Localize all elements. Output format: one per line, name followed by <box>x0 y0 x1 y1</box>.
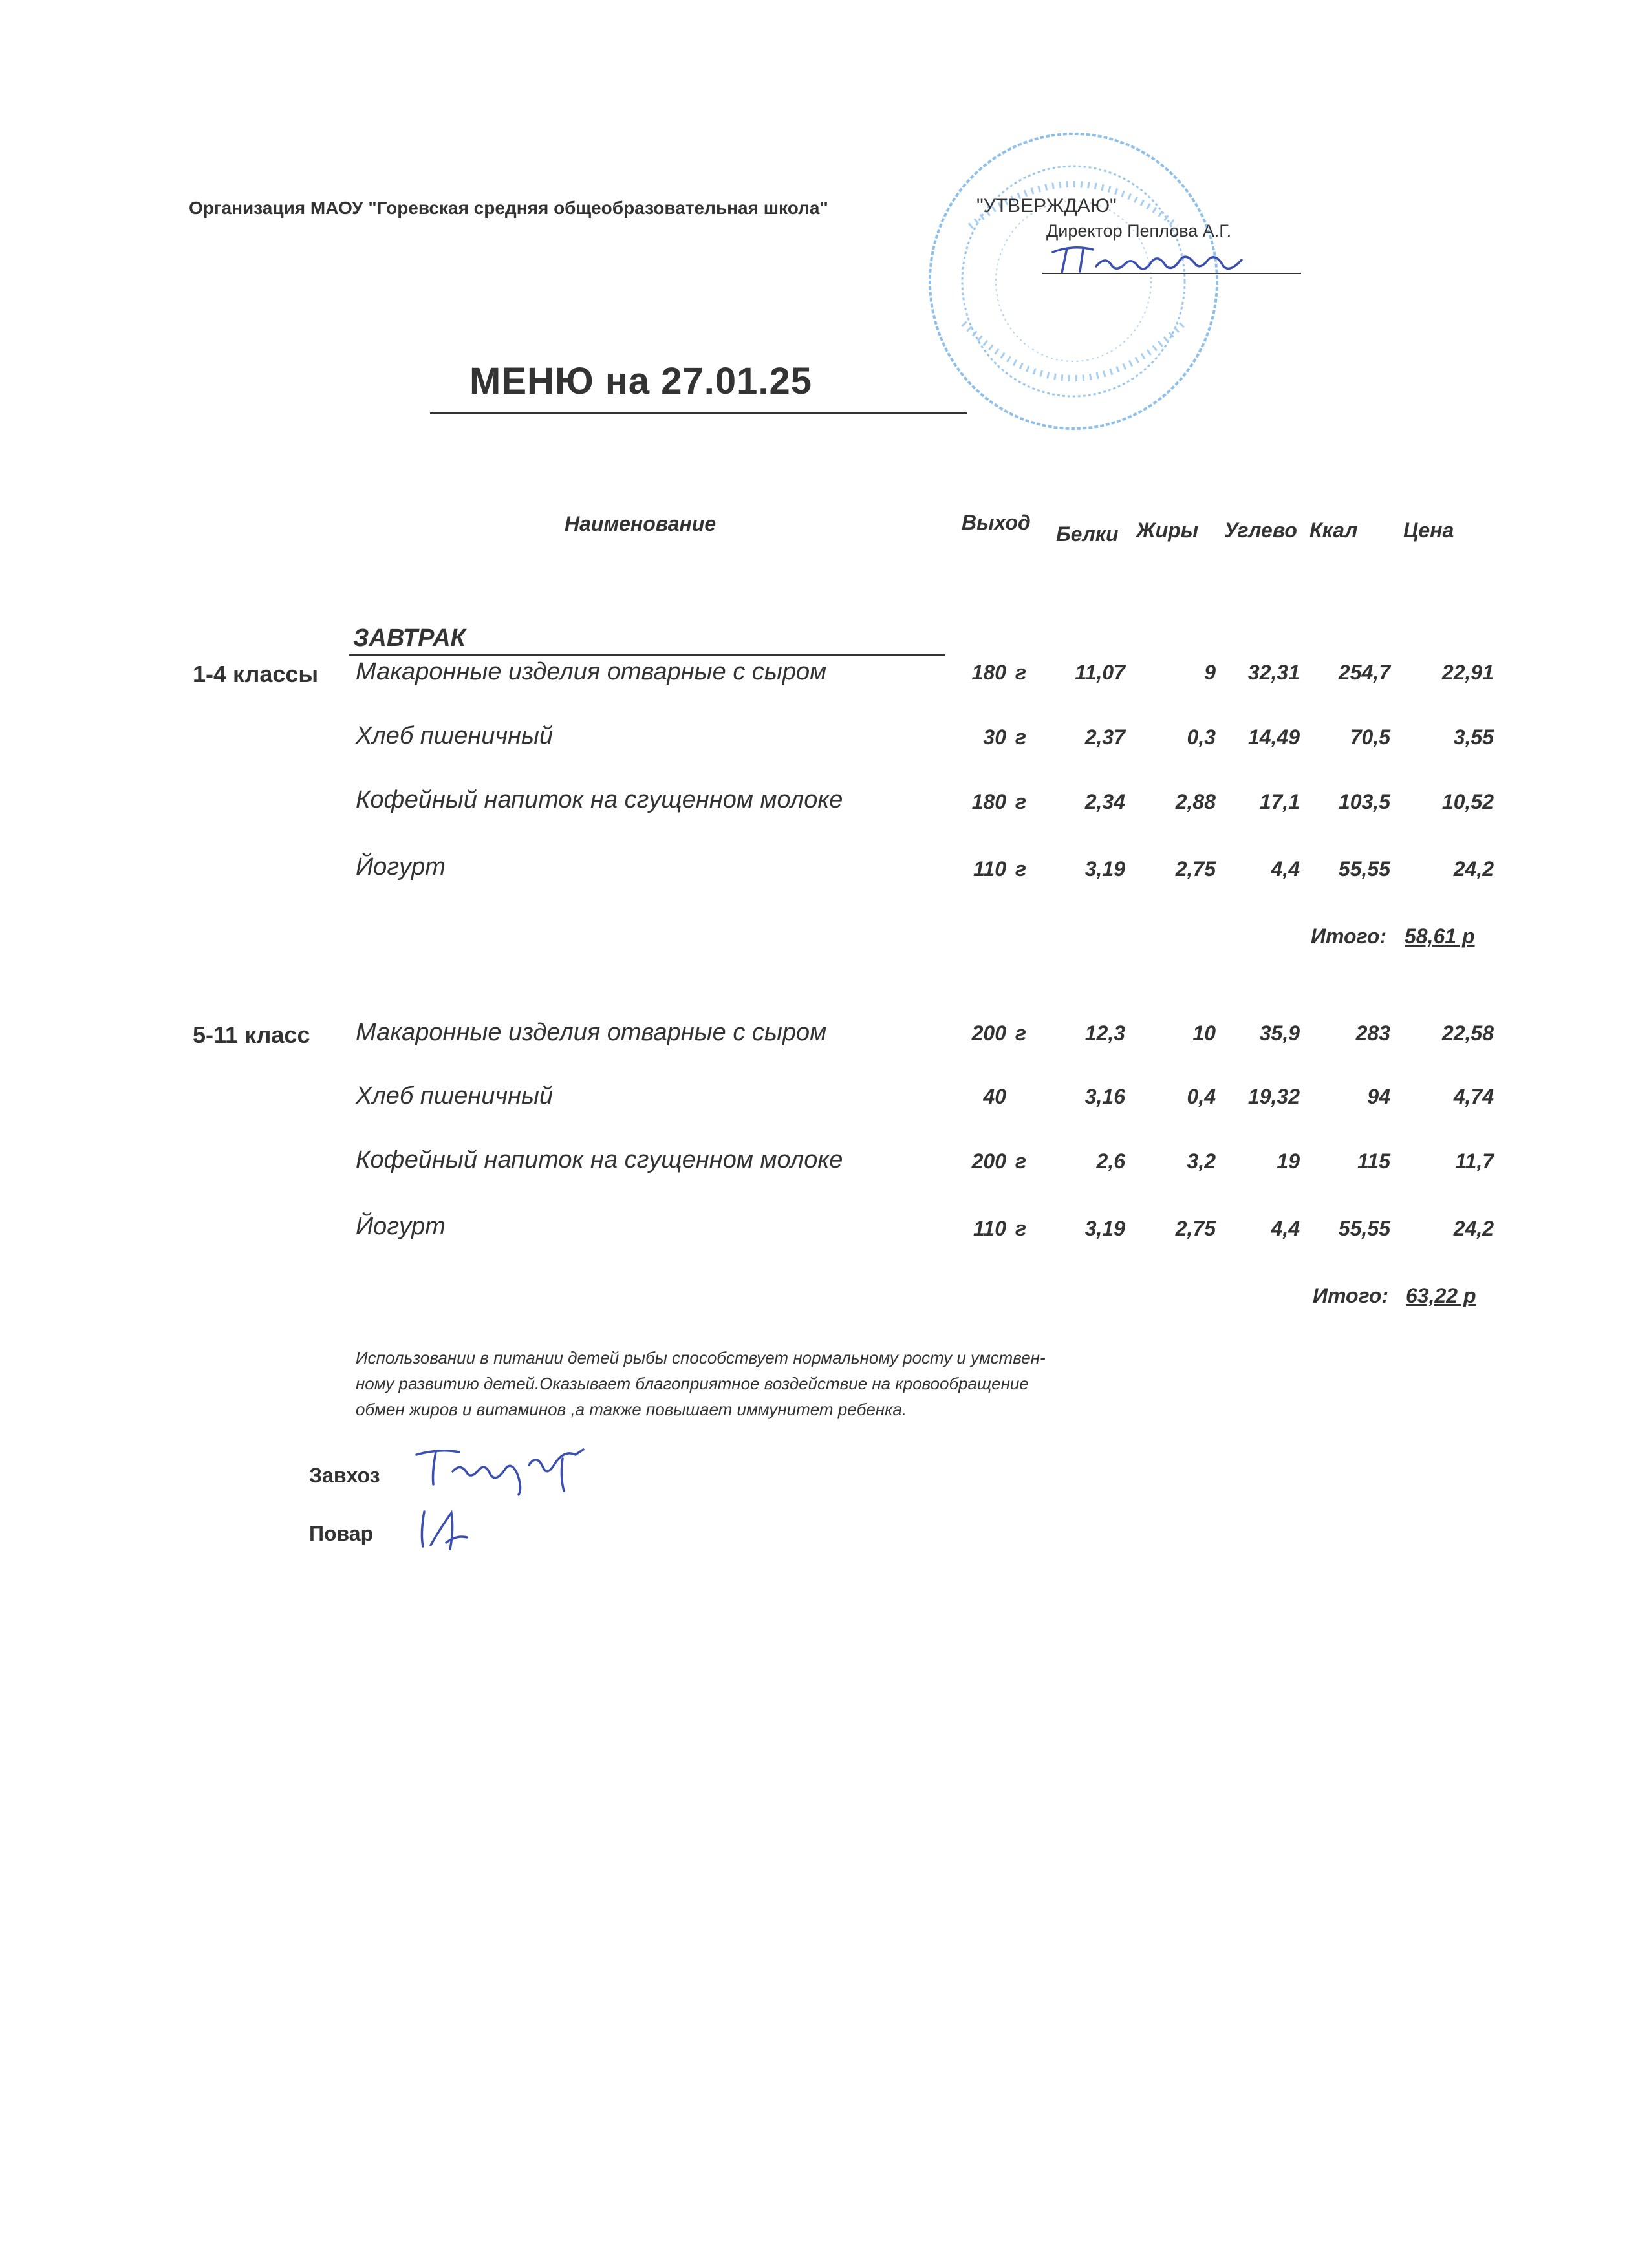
dish-name: Хлеб пшеничный <box>356 722 554 749</box>
yield-value: 110 <box>973 857 1006 881</box>
col-carbs-header: Углево <box>1224 519 1297 542</box>
dish-name: Макаронные изделия отварные с сыром <box>356 658 827 685</box>
price-value: 10,52 <box>1441 790 1494 813</box>
dish-name: Кофейный напиток на сгущенном молоке <box>356 1146 843 1173</box>
kcal-value: 283 <box>1355 1022 1390 1045</box>
col-price-header: Цена <box>1403 519 1454 542</box>
nutrition-note <box>356 1345 1196 1422</box>
carbs-value: 32,31 <box>1247 661 1300 684</box>
note-line: Использовании в питании детей рыбы способствует нормальному росту и умствен- <box>356 1348 1046 1367</box>
group-label: 1-4 классы <box>193 661 319 687</box>
protein-value: 11,07 <box>1075 661 1125 684</box>
carbs-value: 14,49 <box>1247 725 1300 749</box>
yield-unit: г <box>1015 1217 1027 1240</box>
storekeeper-signature <box>414 1446 595 1497</box>
yield-unit: г <box>1015 661 1027 684</box>
carbs-value: 19 <box>1277 1150 1300 1173</box>
storekeeper-label: Завхоз <box>309 1464 380 1487</box>
yield-unit: г <box>1015 1022 1027 1045</box>
fat-value: 0,3 <box>1187 725 1216 749</box>
yield-value: 30 <box>983 725 1006 749</box>
protein-value: 3,16 <box>1084 1085 1125 1108</box>
dish-name: Макаронные изделия отварные с сыром <box>356 1019 827 1046</box>
price-value: 3,55 <box>1453 725 1494 749</box>
yield-value: 180 <box>971 661 1006 684</box>
note-line: ному развитию детей.Оказывает благоприятное воздействие на кровообращение <box>356 1374 1029 1393</box>
price-value: 11,7 <box>1455 1150 1494 1173</box>
kcal-value: 70,5 <box>1350 725 1390 749</box>
cook-signature <box>418 1504 476 1556</box>
col-kcal-header: Ккал <box>1310 519 1358 542</box>
yield-value: 40 <box>983 1085 1006 1108</box>
protein-value: 12,3 <box>1084 1022 1125 1045</box>
dish-name: Йогурт <box>356 1213 446 1240</box>
protein-value: 3,19 <box>1084 857 1125 881</box>
cook-label: Повар <box>309 1522 374 1545</box>
price-value: 22,58 <box>1441 1022 1494 1045</box>
dish-name: Йогурт <box>356 853 446 881</box>
protein-value: 2,34 <box>1084 790 1125 813</box>
kcal-value: 94 <box>1367 1085 1390 1108</box>
price-value: 24,2 <box>1453 1217 1494 1240</box>
carbs-value: 4,4 <box>1271 1217 1300 1240</box>
dish-name: Кофейный напиток на сгущенном молоке <box>356 786 843 813</box>
carbs-value: 19,32 <box>1247 1085 1300 1108</box>
col-yield-header: Выход <box>962 511 1031 534</box>
price-value: 24,2 <box>1453 857 1494 881</box>
yield-unit: г <box>1015 1150 1027 1173</box>
organization-line: Организация МАОУ "Горевская средняя общеобразовательная школа" <box>189 198 828 218</box>
price-value: 4,74 <box>1453 1085 1494 1108</box>
page-title: МЕНЮ на 27.01.25 <box>469 360 812 402</box>
school-stamp <box>925 129 1222 433</box>
kcal-value: 115 <box>1357 1150 1390 1173</box>
carbs-value: 35,9 <box>1259 1022 1300 1045</box>
fat-value: 2,75 <box>1175 857 1216 881</box>
kcal-value: 254,7 <box>1338 661 1390 684</box>
yield-value: 110 <box>973 1217 1006 1240</box>
protein-value: 2,37 <box>1084 725 1125 749</box>
note-line: обмен жиров и витаминов ,а также повышает иммунитет ребенка. <box>356 1400 907 1419</box>
meal-label: ЗАВТРАК <box>353 625 466 652</box>
fat-value: 0,4 <box>1187 1085 1216 1108</box>
fat-value: 3,2 <box>1187 1150 1216 1173</box>
group-label: 5-11 класс <box>193 1022 310 1048</box>
yield-value: 200 <box>971 1022 1006 1045</box>
fat-value: 2,75 <box>1175 1217 1216 1240</box>
total-label: Итого: <box>1313 1284 1389 1307</box>
col-name-header: Наименование <box>565 512 717 535</box>
title-underline <box>430 412 967 414</box>
price-value: 22,91 <box>1441 661 1494 684</box>
total-value: 63,22 р <box>1406 1284 1476 1307</box>
kcal-value: 55,55 <box>1338 1217 1390 1240</box>
yield-value: 180 <box>971 790 1006 813</box>
dish-name: Хлеб пшеничный <box>356 1082 554 1109</box>
total-value: 58,61 р <box>1405 925 1475 948</box>
meal-underline <box>349 654 945 656</box>
director-label: Директор Пеплова А.Г. <box>1046 221 1232 241</box>
kcal-value: 55,55 <box>1338 857 1390 881</box>
total-label: Итого: <box>1311 925 1387 948</box>
director-signature-line <box>1042 273 1301 274</box>
yield-value: 200 <box>971 1150 1006 1173</box>
kcal-value: 103,5 <box>1338 790 1390 813</box>
col-fat-header: Жиры <box>1136 519 1199 542</box>
carbs-value: 17,1 <box>1259 790 1300 813</box>
carbs-value: 4,4 <box>1271 857 1300 881</box>
fat-value: 10 <box>1192 1022 1216 1045</box>
col-protein-header: Белки <box>1056 522 1119 546</box>
yield-unit: г <box>1015 857 1027 881</box>
fat-value: 9 <box>1204 661 1216 684</box>
yield-unit: г <box>1015 725 1027 749</box>
protein-value: 3,19 <box>1084 1217 1125 1240</box>
yield-unit: г <box>1015 790 1027 813</box>
fat-value: 2,88 <box>1175 790 1216 813</box>
protein-value: 2,6 <box>1096 1150 1125 1173</box>
approve-label: "УТВЕРЖДАЮ" <box>976 195 1117 217</box>
